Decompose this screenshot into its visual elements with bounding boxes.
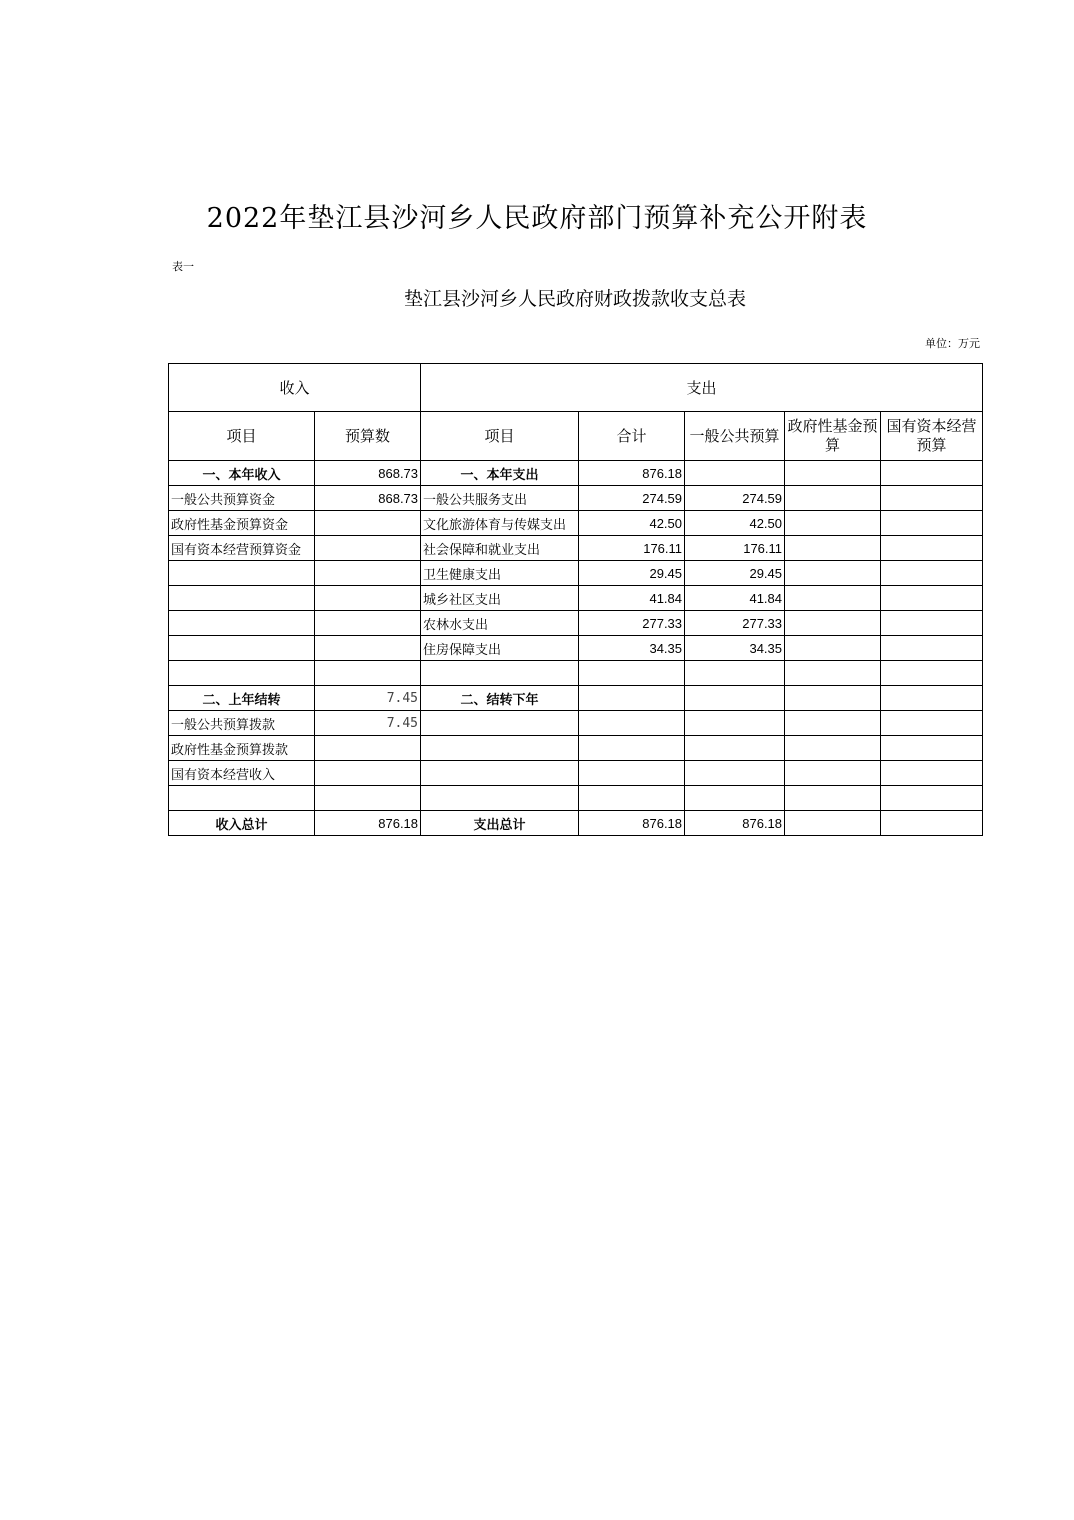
income-item-cell: 二、上年结转 <box>169 686 315 711</box>
expense-total-cell <box>579 736 685 761</box>
table-row <box>169 611 983 636</box>
expense-general-cell <box>685 736 785 761</box>
income-item-cell: 一般公共预算拨款 <box>169 711 315 736</box>
expense-fund-cell <box>785 686 881 711</box>
expense-capital-cell <box>881 536 983 561</box>
income-amount-cell: 7.45 <box>315 711 421 736</box>
expense-capital-cell <box>881 461 983 486</box>
income-item-cell: 收入总计 <box>169 811 315 836</box>
expense-total-cell <box>579 761 685 786</box>
income-item-cell: 政府性基金预算资金 <box>169 511 315 536</box>
expense-fund-cell <box>785 561 881 586</box>
header-expense: 支出 <box>421 364 983 412</box>
expense-capital-cell <box>881 686 983 711</box>
table-row <box>169 636 983 661</box>
income-item-cell <box>169 561 315 586</box>
expense-fund-cell <box>785 486 881 511</box>
expense-item-cell: 住房保障支出 <box>421 636 579 661</box>
header-gov-fund-budget: 政府性基金预算 <box>785 412 881 461</box>
income-item-cell: 政府性基金预算拨款 <box>169 736 315 761</box>
header-state-capital-budget: 国有资本经营预算 <box>881 412 983 461</box>
expense-total-cell: 29.45 <box>579 561 685 586</box>
expense-capital-cell <box>881 786 983 811</box>
table-row <box>169 711 983 736</box>
income-item-cell: 国有资本经营预算资金 <box>169 536 315 561</box>
expense-general-cell <box>685 761 785 786</box>
expense-capital-cell <box>881 486 983 511</box>
expense-fund-cell <box>785 611 881 636</box>
table-row <box>169 586 983 611</box>
expense-capital-cell <box>881 611 983 636</box>
income-amount-cell <box>315 586 421 611</box>
income-amount-cell: 7.45 <box>315 686 421 711</box>
table-row <box>169 786 983 811</box>
expense-capital-cell <box>881 511 983 536</box>
expense-general-cell <box>685 461 785 486</box>
income-item-cell: 国有资本经营收入 <box>169 761 315 786</box>
expense-item-cell: 卫生健康支出 <box>421 561 579 586</box>
header-total: 合计 <box>579 412 685 461</box>
expense-total-cell <box>579 661 685 686</box>
expense-capital-cell <box>881 761 983 786</box>
budget-table <box>168 363 983 836</box>
table-row <box>169 561 983 586</box>
expense-item-cell: 文化旅游体育与传媒支出 <box>421 511 579 536</box>
expense-general-cell: 42.50 <box>685 511 785 536</box>
expense-general-cell <box>685 686 785 711</box>
header-income: 收入 <box>169 364 421 412</box>
expense-fund-cell <box>785 786 881 811</box>
expense-total-cell: 274.59 <box>579 486 685 511</box>
expense-fund-cell <box>785 461 881 486</box>
header-row-2 <box>169 412 983 461</box>
expense-fund-cell <box>785 711 881 736</box>
expense-general-cell: 29.45 <box>685 561 785 586</box>
income-amount-cell <box>315 536 421 561</box>
table-row <box>169 736 983 761</box>
income-item-cell <box>169 611 315 636</box>
expense-fund-cell <box>785 511 881 536</box>
expense-item-cell <box>421 761 579 786</box>
income-item-cell <box>169 636 315 661</box>
expense-capital-cell <box>881 586 983 611</box>
expense-item-cell: 城乡社区支出 <box>421 586 579 611</box>
income-item-cell <box>169 661 315 686</box>
table-number: 表一 <box>172 260 194 273</box>
expense-general-cell: 34.35 <box>685 636 785 661</box>
expense-fund-cell <box>785 661 881 686</box>
income-item-cell <box>169 586 315 611</box>
expense-capital-cell <box>881 711 983 736</box>
expense-total-cell: 34.35 <box>579 636 685 661</box>
expense-capital-cell <box>881 561 983 586</box>
expense-fund-cell <box>785 761 881 786</box>
income-amount-cell: 868.73 <box>315 461 421 486</box>
table-row <box>169 486 983 511</box>
expense-total-cell: 876.18 <box>579 461 685 486</box>
table-row <box>169 461 983 486</box>
expense-item-cell <box>421 736 579 761</box>
expense-capital-cell <box>881 636 983 661</box>
expense-general-cell: 176.11 <box>685 536 785 561</box>
expense-capital-cell <box>881 811 983 836</box>
expense-item-cell: 一般公共服务支出 <box>421 486 579 511</box>
expense-fund-cell <box>785 736 881 761</box>
expense-item-cell: 一、本年支出 <box>421 461 579 486</box>
header-general-budget: 一般公共预算 <box>685 412 785 461</box>
table-row <box>169 811 983 836</box>
table-row <box>169 686 983 711</box>
header-row-1 <box>169 364 983 412</box>
income-item-cell <box>169 786 315 811</box>
income-item-cell: 一般公共预算资金 <box>169 486 315 511</box>
table-row <box>169 536 983 561</box>
expense-fund-cell <box>785 586 881 611</box>
expense-total-cell: 277.33 <box>579 611 685 636</box>
expense-general-cell: 274.59 <box>685 486 785 511</box>
table-row <box>169 511 983 536</box>
expense-item-cell <box>421 786 579 811</box>
expense-total-cell: 41.84 <box>579 586 685 611</box>
expense-general-cell <box>685 661 785 686</box>
expense-item-cell: 二、结转下年 <box>421 686 579 711</box>
header-income-item: 项目 <box>169 412 315 461</box>
income-amount-cell <box>315 611 421 636</box>
expense-item-cell: 农林水支出 <box>421 611 579 636</box>
header-budget-amount: 预算数 <box>315 412 421 461</box>
expense-total-cell: 876.18 <box>579 811 685 836</box>
expense-total-cell: 42.50 <box>579 511 685 536</box>
expense-item-cell <box>421 711 579 736</box>
expense-total-cell <box>579 711 685 736</box>
table-row <box>169 761 983 786</box>
header-expense-item: 项目 <box>421 412 579 461</box>
expense-item-cell: 社会保障和就业支出 <box>421 536 579 561</box>
unit-label: 单位：万元 <box>925 337 980 350</box>
income-amount-cell <box>315 636 421 661</box>
income-item-cell: 一、本年收入 <box>169 461 315 486</box>
table-row <box>169 661 983 686</box>
income-amount-cell <box>315 511 421 536</box>
table-subtitle: 垫江县沙河乡人民政府财政拨款收支总表 <box>403 288 746 310</box>
expense-item-cell <box>421 661 579 686</box>
income-amount-cell <box>315 561 421 586</box>
income-amount-cell <box>315 736 421 761</box>
expense-general-cell <box>685 786 785 811</box>
expense-total-cell <box>579 686 685 711</box>
income-amount-cell <box>315 786 421 811</box>
expense-general-cell: 41.84 <box>685 586 785 611</box>
income-amount-cell: 868.73 <box>315 486 421 511</box>
expense-general-cell: 876.18 <box>685 811 785 836</box>
expense-general-cell: 277.33 <box>685 611 785 636</box>
expense-total-cell <box>579 786 685 811</box>
expense-fund-cell <box>785 811 881 836</box>
income-amount-cell: 876.18 <box>315 811 421 836</box>
expense-general-cell <box>685 711 785 736</box>
expense-fund-cell <box>785 536 881 561</box>
income-amount-cell <box>315 761 421 786</box>
expense-fund-cell <box>785 636 881 661</box>
expense-item-cell: 支出总计 <box>421 811 579 836</box>
expense-capital-cell <box>881 736 983 761</box>
income-amount-cell <box>315 661 421 686</box>
page-title: 2022年垫江县沙河乡人民政府部门预算补充公开附表 <box>206 203 868 234</box>
expense-total-cell: 176.11 <box>579 536 685 561</box>
expense-capital-cell <box>881 661 983 686</box>
